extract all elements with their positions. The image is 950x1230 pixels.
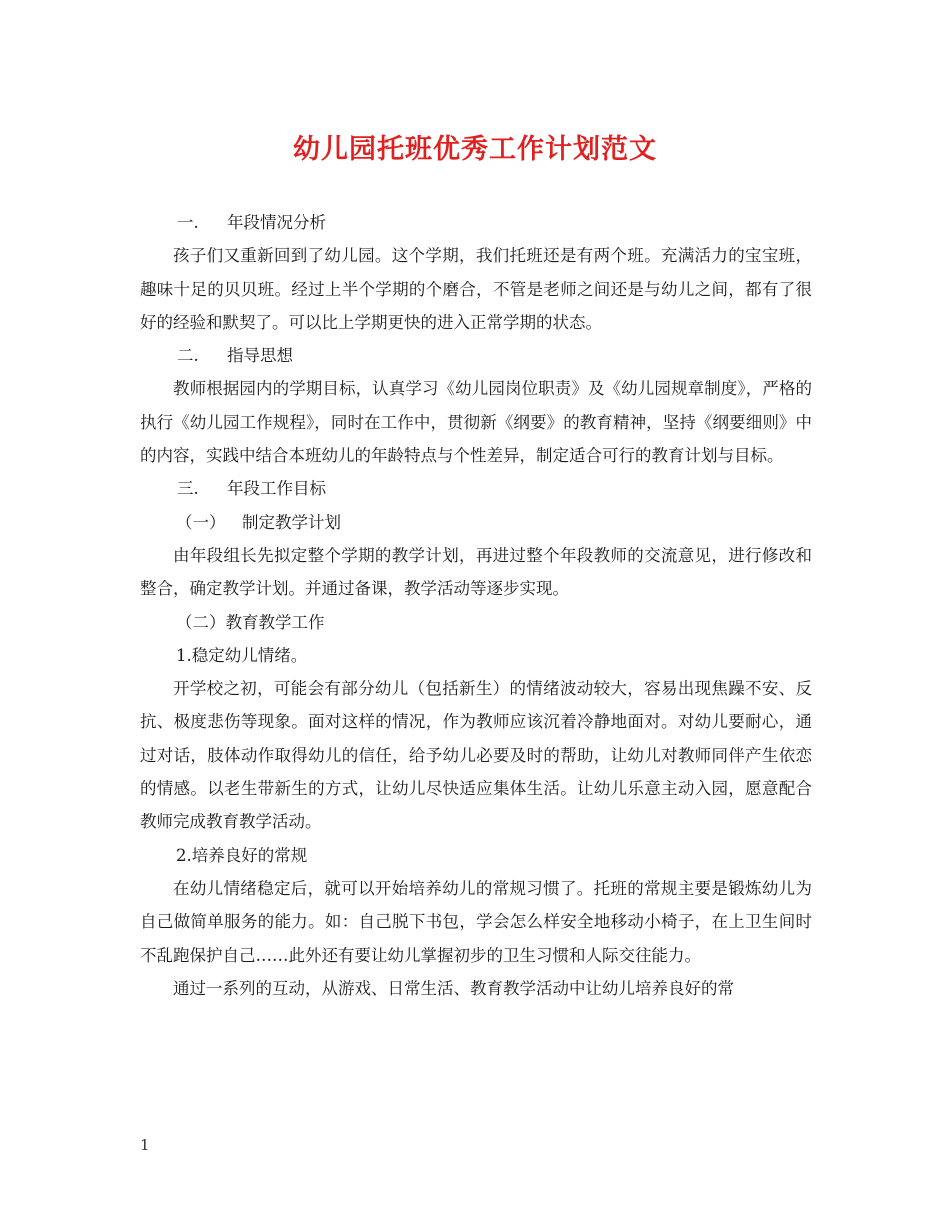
subsection-heading-1 [140, 506, 812, 539]
paragraph: 通过一系列的互动，从游戏、日常生活、教育教学活动中让幼儿培养良好的常 [173, 978, 734, 998]
page-number: 1 [140, 1136, 150, 1154]
subsection-title: 制定教学计划 [242, 512, 341, 532]
paragraph: 开学校之初，可能会有部分幼儿（包括新生）的情绪波动较大，容易出现焦躁不安、反抗、极度悲伤等现象。面对这样的情况，作为教师应该沉着冷静地面对。对幼儿要耐心，通过对话，肢体动作取得幼儿的信任，给予幼儿必要及时的帮助，让幼儿对教师同伴产生依恋的情感。以老生带新生的方式，让幼儿尽快适应集体生活。让幼儿乐意主动入园，愿意配合教师完成教育教学活动。 [140, 679, 812, 832]
section-number: 一. [177, 213, 199, 232]
paragraph: 由年段组长先拟定整个学期的教学计划，再进过整个年段教师的交流意见，进行修改和整合，确定教学计划。并通过备课，教学活动等逐步实现。 [140, 545, 812, 599]
document-title: 幼儿园托班优秀工作计划范文 [293, 134, 657, 165]
section-title: 指导思想 [227, 346, 293, 366]
subsection-heading-2: （二）教育教学工作 [176, 612, 325, 632]
section-heading-2 [140, 339, 812, 372]
subsection-number: （一） [176, 512, 226, 532]
document-body [140, 206, 812, 1005]
paragraph: 孩子们又重新回到了幼儿园。这个学期，我们托班还是有两个班。充满活力的宝宝班，趣味十足的贝贝班。经过上半个学期的个磨合，不管是老师之间还是与幼儿之间，都有了很好的经验和默契了。可以比上学期更快的进入正常学期的状态。 [140, 246, 812, 332]
paragraph: 在幼儿情绪稳定后，就可以开始培养幼儿的常规习惯了。托班的常规主要是锻炼幼儿为自己做简单服务的能力。如：自己脱下书包，学会怎么样安全地移动小椅子，在上卫生间时不乱跑保护自己……此外还有要让幼儿掌握初步的卫生习惯和人际交往能力。 [140, 878, 812, 965]
item-heading-2: 2.培养良好的常规 [176, 845, 308, 865]
section-heading-3 [140, 472, 812, 505]
section-number: 三. [177, 479, 199, 499]
paragraph: 教师根据园内的学期目标，认真学习《幼儿园岗位职责》及《幼儿园规章制度》，严格的执行《幼儿园工作规程》，同时在工作中，贯彻新《纲要》的教育精神，坚持《纲要细则》中的内容，实践中结合本班幼儿的年龄特点与个性差异，制定适合可行的教育计划与目标。 [140, 379, 812, 466]
section-number: 二. [177, 346, 199, 366]
section-title: 年段情况分析 [227, 213, 326, 232]
section-title: 年段工作目标 [227, 479, 326, 499]
item-heading-1: 1.稳定幼儿情绪。 [176, 645, 308, 665]
section-heading-1 [140, 206, 812, 239]
